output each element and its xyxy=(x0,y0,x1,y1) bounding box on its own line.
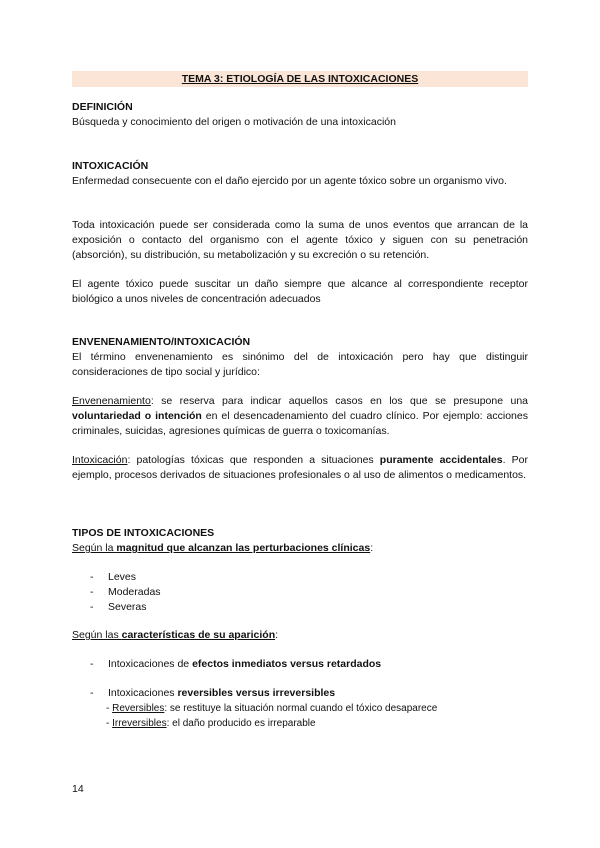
tipos-subheading-aparicion: Según las características de su aparición: xyxy=(72,629,279,641)
irreversibles-detail: - Irreversibles: el daño producido es irreparable xyxy=(106,718,316,729)
envenenamiento-term: Envenenamiento xyxy=(72,395,151,407)
list-item: - Severas xyxy=(90,601,147,613)
envenenamiento-heading: ENVENENAMIENTO/INTOXICACIÓN xyxy=(72,336,251,348)
intoxicacion-term: Intoxicación xyxy=(72,454,128,466)
envenenamiento-section xyxy=(72,335,528,380)
aparicion-item-reversibles: - Intoxicaciones reversibles versus irreversibles xyxy=(90,687,336,699)
accidentales-emphasis: puramente accidentales xyxy=(379,454,503,466)
reversibles-detail: - Reversibles: se restituye la situación normal cuando el tóxico desaparece xyxy=(106,703,438,714)
intoxicacion-paragraph-2: Toda intoxicación puede ser considerada como la suma de unos eventos que arrancan de la exposición o contacto del organismo con el agente tóxico y siguen con su penetración (absorción), su distribución, su metabolización y su excreción o su retención. xyxy=(72,219,528,261)
list-item: - Moderadas xyxy=(90,586,161,598)
intoxicacion-section xyxy=(72,159,528,189)
magnitud-list xyxy=(90,570,161,615)
aparicion-item-efectos: - Intoxicaciones de efectos inmediatos versus retardados xyxy=(90,658,382,670)
page-title: TEMA 3: ETIOLOGÍA DE LAS INTOXICACIONES xyxy=(181,73,419,85)
tipos-heading: TIPOS DE INTOXICACIONES xyxy=(72,527,215,539)
definicion-heading: DEFINICIÓN xyxy=(72,101,133,113)
page-number: 14 xyxy=(72,783,84,795)
intoxicacion-definition: Intoxicación: patologías tóxicas que responden a situaciones puramente accidentales. Por ejemplo, procesos derivados de situaciones profesionales o al uso de alimentos o medicamentos. xyxy=(72,454,528,481)
intoxicacion-paragraph-3: El agente tóxico puede suscitar un daño siempre que alcance al correspondiente receptor biológico a unos niveles de concentración adecuados xyxy=(72,278,528,305)
envenenamiento-definition: Envenenamiento: se reserva para indicar aquellos casos en los que se presupone una voluntariedad o intención en el desencadenamiento del cuadro clínico. Por ejemplo: acciones criminales, suicidas, agresiones químicas de guerra o toxicomanías. xyxy=(72,395,528,437)
voluntariedad-emphasis: voluntariedad o intención xyxy=(72,410,202,422)
list-item: - Leves xyxy=(90,571,137,583)
definicion-text: Búsqueda y conocimiento del origen o motivación de una intoxicación xyxy=(72,116,396,128)
tipos-section xyxy=(72,526,528,556)
intoxicacion-heading: INTOXICACIÓN xyxy=(72,160,149,172)
tipos-subheading-magnitud: Según la magnitud que alcanzan las perturbaciones clínicas: xyxy=(72,542,374,554)
envenenamiento-intro: El término envenenamiento es sinónimo del de intoxicación pero hay que distinguir consideraciones de tipo social y jurídico: xyxy=(72,351,528,378)
definicion-section xyxy=(72,100,528,130)
intoxicacion-paragraph-1: Enfermedad consecuente con el daño ejercido por un agente tóxico sobre un organismo vivo. xyxy=(72,175,507,187)
